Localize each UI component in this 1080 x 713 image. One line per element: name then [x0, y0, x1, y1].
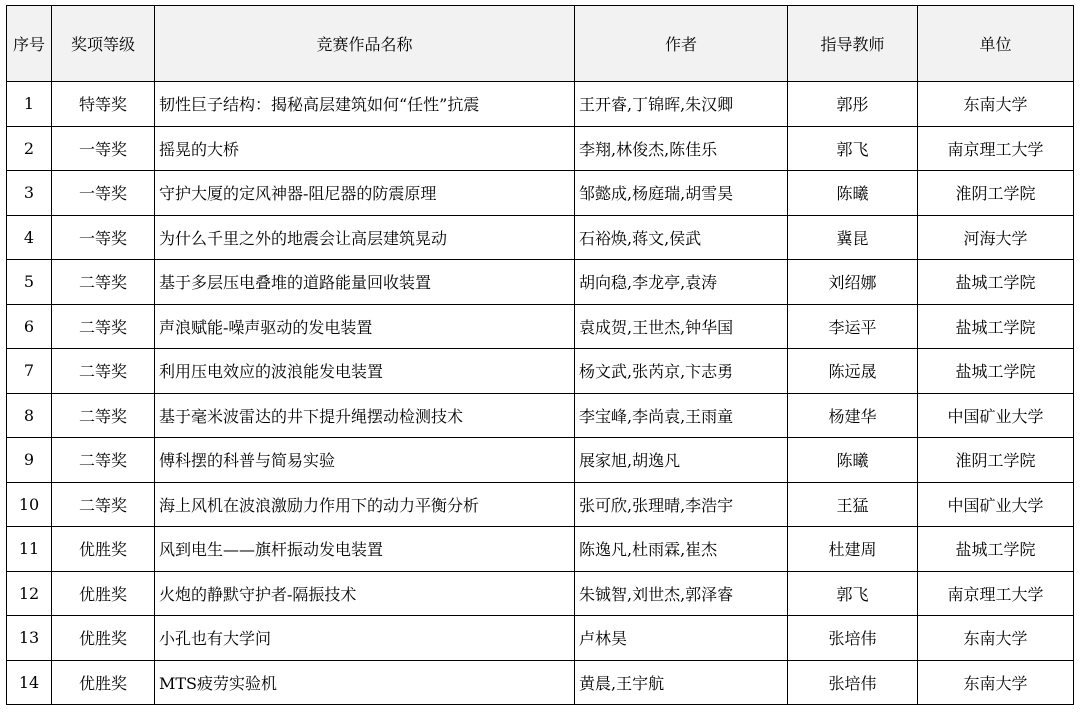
header-award-level: 奖项等级 — [52, 6, 155, 82]
cell-advisor: 郭飞 — [788, 126, 918, 171]
table-row — [7, 304, 1074, 349]
cell-authors: 李翔,林俊杰,陈佳乐 — [575, 126, 788, 171]
table-row — [7, 82, 1074, 127]
cell-index: 1 — [7, 82, 52, 127]
cell-index: 14 — [7, 660, 52, 705]
cell-advisor: 张培伟 — [788, 660, 918, 705]
cell-work-title: 海上风机在波浪激励力作用下的动力平衡分析 — [155, 482, 575, 527]
cell-authors: 黄晨,王宇航 — [575, 660, 788, 705]
cell-work-title: 火炮的静默守护者-隔振技术 — [155, 571, 575, 616]
cell-institution: 淮阴工学院 — [918, 438, 1074, 483]
cell-institution: 盐城工学院 — [918, 304, 1074, 349]
cell-work-title: 基于毫米波雷达的井下提升绳摆动检测技术 — [155, 393, 575, 438]
table-row — [7, 215, 1074, 260]
cell-authors: 王开睿,丁锦晖,朱汉卿 — [575, 82, 788, 127]
cell-work-title: 韧性巨子结构：揭秘高层建筑如何“任性”抗震 — [155, 82, 575, 127]
cell-award-level: 二等奖 — [52, 304, 155, 349]
table-row — [7, 527, 1074, 572]
cell-work-title: 傅科摆的科普与简易实验 — [155, 438, 575, 483]
cell-award-level: 优胜奖 — [52, 616, 155, 661]
cell-advisor: 杜建周 — [788, 527, 918, 572]
cell-work-title: 声浪赋能-噪声驱动的发电装置 — [155, 304, 575, 349]
cell-authors: 朱铖智,刘世杰,郭泽睿 — [575, 571, 788, 616]
cell-institution: 东南大学 — [918, 660, 1074, 705]
cell-institution: 中国矿业大学 — [918, 482, 1074, 527]
cell-authors: 陈逸凡,杜雨霖,崔杰 — [575, 527, 788, 572]
cell-institution: 淮阴工学院 — [918, 171, 1074, 216]
cell-index: 2 — [7, 126, 52, 171]
table-row — [7, 660, 1074, 705]
cell-institution: 盐城工学院 — [918, 349, 1074, 394]
cell-index: 7 — [7, 349, 52, 394]
cell-index: 11 — [7, 527, 52, 572]
header-work-title: 竞赛作品名称 — [155, 6, 575, 82]
cell-advisor: 郭飞 — [788, 571, 918, 616]
table-header-row — [7, 6, 1074, 82]
cell-authors: 卢林昊 — [575, 616, 788, 661]
cell-work-title: 基于多层压电叠堆的道路能量回收装置 — [155, 260, 575, 305]
cell-index: 9 — [7, 438, 52, 483]
table-row — [7, 171, 1074, 216]
cell-index: 13 — [7, 616, 52, 661]
header-institution: 单位 — [918, 6, 1074, 82]
cell-award-level: 二等奖 — [52, 438, 155, 483]
cell-advisor: 李运平 — [788, 304, 918, 349]
cell-award-level: 一等奖 — [52, 215, 155, 260]
cell-index: 4 — [7, 215, 52, 260]
cell-institution: 东南大学 — [918, 616, 1074, 661]
table-row — [7, 616, 1074, 661]
cell-authors: 胡向稳,李龙亭,袁涛 — [575, 260, 788, 305]
header-index: 序号 — [7, 6, 52, 82]
header-advisor: 指导教师 — [788, 6, 918, 82]
cell-award-level: 二等奖 — [52, 482, 155, 527]
cell-award-level: 优胜奖 — [52, 660, 155, 705]
cell-institution: 河海大学 — [918, 215, 1074, 260]
cell-authors: 邹懿成,杨庭瑞,胡雪昊 — [575, 171, 788, 216]
cell-advisor: 陈曦 — [788, 438, 918, 483]
cell-award-level: 优胜奖 — [52, 527, 155, 572]
table-row — [7, 260, 1074, 305]
cell-authors: 杨文武,张芮京,卞志勇 — [575, 349, 788, 394]
cell-index: 3 — [7, 171, 52, 216]
cell-advisor: 郭彤 — [788, 82, 918, 127]
cell-index: 8 — [7, 393, 52, 438]
cell-advisor: 王猛 — [788, 482, 918, 527]
cell-award-level: 二等奖 — [52, 260, 155, 305]
cell-advisor: 张培伟 — [788, 616, 918, 661]
cell-advisor: 陈曦 — [788, 171, 918, 216]
cell-index: 12 — [7, 571, 52, 616]
cell-institution: 中国矿业大学 — [918, 393, 1074, 438]
table-row — [7, 482, 1074, 527]
cell-institution: 南京理工大学 — [918, 126, 1074, 171]
cell-work-title: 利用压电效应的波浪能发电装置 — [155, 349, 575, 394]
cell-authors: 石裕焕,蒋文,侯武 — [575, 215, 788, 260]
cell-award-level: 二等奖 — [52, 349, 155, 394]
cell-advisor: 陈远晟 — [788, 349, 918, 394]
cell-work-title: 守护大厦的定风神器-阻尼器的防震原理 — [155, 171, 575, 216]
cell-award-level: 一等奖 — [52, 126, 155, 171]
cell-award-level: 一等奖 — [52, 171, 155, 216]
cell-award-level: 优胜奖 — [52, 571, 155, 616]
cell-index: 5 — [7, 260, 52, 305]
cell-institution: 盐城工学院 — [918, 260, 1074, 305]
table-row — [7, 126, 1074, 171]
cell-institution: 南京理工大学 — [918, 571, 1074, 616]
cell-advisor: 刘绍娜 — [788, 260, 918, 305]
awards-table-container — [6, 5, 1074, 705]
table-row — [7, 393, 1074, 438]
cell-advisor: 杨建华 — [788, 393, 918, 438]
table-row — [7, 438, 1074, 483]
cell-work-title: 为什么千里之外的地震会让高层建筑晃动 — [155, 215, 575, 260]
cell-award-level: 特等奖 — [52, 82, 155, 127]
awards-table — [6, 5, 1074, 705]
table-body — [7, 82, 1074, 705]
cell-authors: 李宝峰,李尚袁,王雨童 — [575, 393, 788, 438]
cell-work-title: 摇晃的大桥 — [155, 126, 575, 171]
table-row — [7, 349, 1074, 394]
cell-authors: 张可欣,张理晴,李浩宇 — [575, 482, 788, 527]
table-row — [7, 571, 1074, 616]
cell-work-title: 小孔也有大学问 — [155, 616, 575, 661]
cell-advisor: 冀昆 — [788, 215, 918, 260]
header-authors: 作者 — [575, 6, 788, 82]
cell-award-level: 二等奖 — [52, 393, 155, 438]
cell-work-title: 风到电生——旗杆振动发电装置 — [155, 527, 575, 572]
cell-index: 6 — [7, 304, 52, 349]
cell-institution: 盐城工学院 — [918, 527, 1074, 572]
cell-authors: 袁成贺,王世杰,钟华国 — [575, 304, 788, 349]
cell-authors: 展家旭,胡逸凡 — [575, 438, 788, 483]
cell-index: 10 — [7, 482, 52, 527]
cell-institution: 东南大学 — [918, 82, 1074, 127]
cell-work-title: MTS疲劳实验机 — [155, 660, 575, 705]
